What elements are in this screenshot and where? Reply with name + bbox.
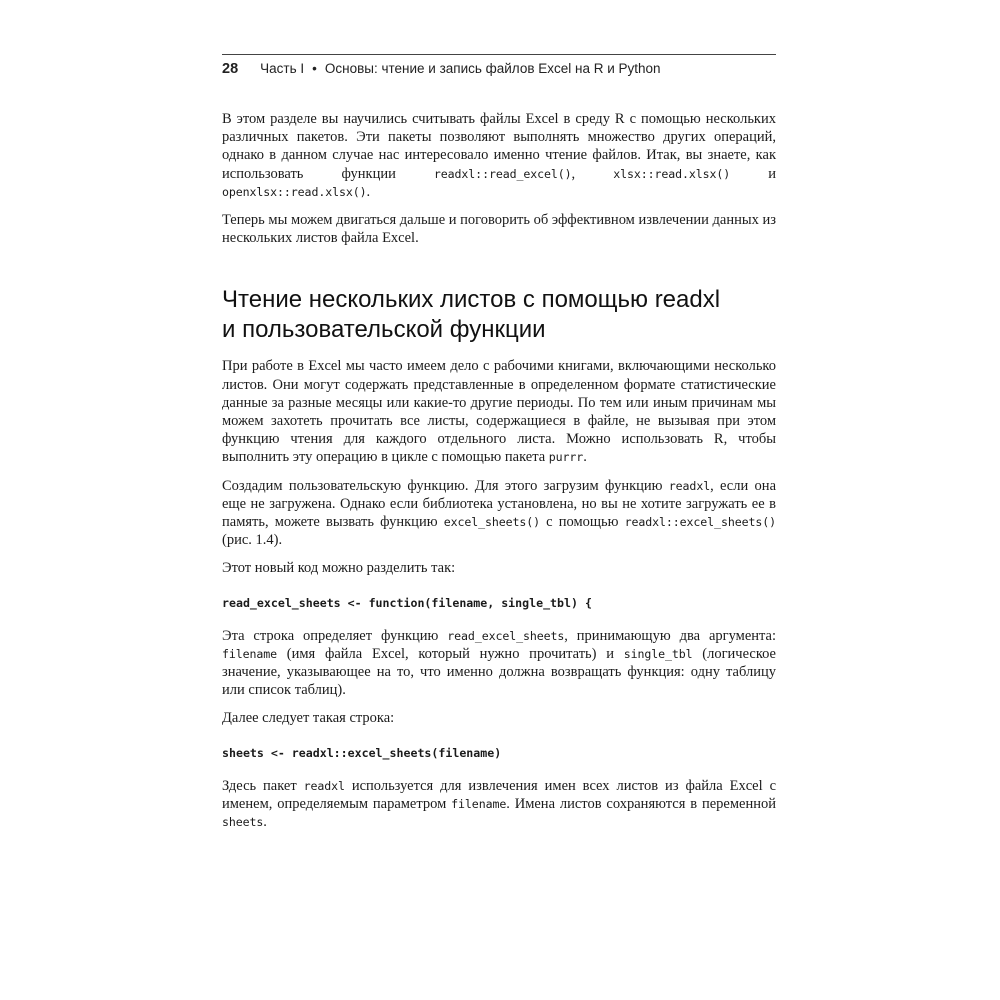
paragraph-summary <box>222 110 776 201</box>
inline-code: readxl::read_excel() <box>433 166 572 181</box>
inline-code: read_excel_sheets <box>447 628 565 643</box>
inline-code: excel_sheets() <box>443 515 541 530</box>
text: При работе в Excel мы часто имеем дело с рабочими книгами, включающими несколько листов. Они могут содержать представленные в определенном формате статистические данные за разные месяцы или какие-то другие периоды. По тем или иным причинам мы можем захотеть прочитать все листы, содержащиеся в файле, не вызывая при этом функцию чтения для каждого отдельного листа. Можно использовать R, чтобы выполнить эту операцию в цикле с помощью пакета <box>222 358 776 466</box>
inline-code: readxl <box>303 778 345 793</box>
inline-code: xlsx::read.xlsx() <box>613 166 731 181</box>
header-bullet: • <box>312 61 317 76</box>
inline-code: filename <box>222 646 278 661</box>
paragraph-sheets <box>222 777 776 832</box>
paragraph-split: Этот новый код можно разделить так: <box>222 560 456 577</box>
page-number: 28 <box>222 61 239 77</box>
paragraph-next-line: Далее следует такая строка: <box>222 710 395 727</box>
code-line-1: read_excel_sheets <- function(filename, single_tbl) { <box>222 595 592 610</box>
inline-code: sheets <box>222 815 264 830</box>
inline-code: openxlsx::read.xlsx() <box>222 184 367 199</box>
text: , <box>571 165 614 182</box>
inline-code: filename <box>451 796 507 811</box>
text: Эта строка определяет функцию <box>222 627 448 644</box>
text: , принимающую два аргумента: <box>564 627 776 644</box>
text: используется для извлечения имен всех листов из файла Excel с именем, определяемым параметром <box>222 777 777 812</box>
text: . Имена листов сохраняются в переменной <box>506 795 776 812</box>
text: Здесь пакет <box>222 777 304 794</box>
text: Создадим пользовательскую функцию. Для этого загрузим функцию <box>222 477 669 494</box>
page-body <box>222 110 776 839</box>
inline-code: purrr <box>548 450 584 465</box>
paragraph-transition: Теперь мы можем двигаться дальше и поговорить об эффективном извлечении данных из нескольких листов файла Excel. <box>222 212 776 247</box>
text: . <box>366 183 371 200</box>
paragraph-custom-function <box>222 477 776 550</box>
inline-code: readxl <box>668 478 711 493</box>
text: В этом разделе вы научились считывать файлы Excel в среду R с помощью нескольких различных пакетов. Эти пакеты позволяют выполнять множество других операций, однако в данном случае нас интересовало именно чтение файлов. Итак, вы знаете, как использовать функции <box>222 111 776 182</box>
inline-code: readxl::excel_sheets() <box>624 515 776 530</box>
text: (имя файла Excel, который нужно прочитать) и <box>277 645 624 662</box>
inline-code: single_tbl <box>623 646 693 661</box>
chapter-title: Основы: чтение и запись файлов Excel на R и Python <box>324 61 661 76</box>
text: и <box>730 165 776 182</box>
text: (логическое значение, указывающее на то, что именно должна возвращать функция: одну таблицу или список таблиц). <box>222 645 776 699</box>
section-heading <box>222 285 776 345</box>
text: . <box>583 449 587 466</box>
text: с помощью <box>540 514 625 531</box>
heading-line-1: Чтение нескольких листов с помощью readxl <box>222 286 721 314</box>
heading-line-2: и пользовательской функции <box>222 316 546 344</box>
text: . <box>263 814 267 831</box>
paragraph-intro <box>222 357 776 466</box>
part-label: Часть I <box>260 61 305 76</box>
code-line-2: sheets <- readxl::excel_sheets(filename) <box>222 745 502 760</box>
text: , если она еще не загружена. Однако если библиотека установлена, но вы не хотите загружать ее в память, можете вызвать функцию <box>222 477 776 531</box>
text: (рис. 1.4). <box>222 532 283 549</box>
paragraph-function-def <box>222 627 776 700</box>
running-header <box>222 54 776 77</box>
